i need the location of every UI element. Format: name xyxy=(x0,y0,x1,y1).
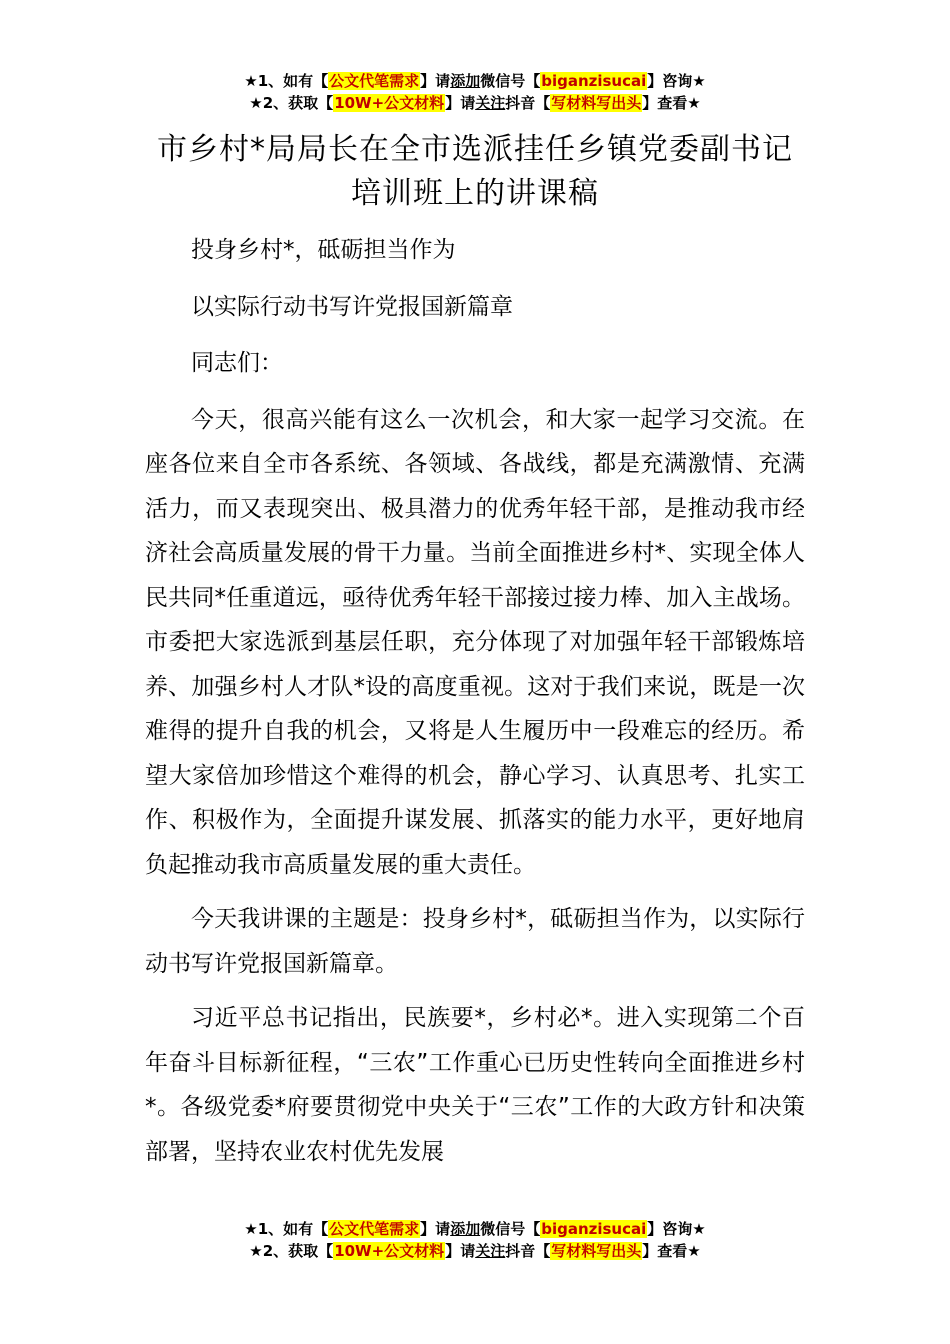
banner-text: ★1、如有【 xyxy=(244,1220,329,1238)
paragraph-2: 今天我讲课的主题是：投身乡村*，砥砺担当作为，以实际行动书写许党报国新篇章。 xyxy=(145,906,805,977)
banner-text: 】查看★ xyxy=(642,94,701,112)
banner-text: ★2、获取【 xyxy=(249,94,334,112)
banner-line-2 xyxy=(0,92,950,114)
document-body xyxy=(145,128,805,1184)
highlight-douyin: 写材料写出头 xyxy=(551,94,642,112)
underlined-text: 关注 xyxy=(475,1242,506,1260)
underlined-text: 添加 xyxy=(450,1220,481,1238)
banner-text: ★2、获取【 xyxy=(249,1242,334,1260)
banner-text: ★1、如有【 xyxy=(244,72,329,90)
banner-text: 】请 xyxy=(445,94,476,112)
highlight-materials: 10W+公文材料 xyxy=(334,94,445,112)
banner-text: 】请 xyxy=(420,72,451,90)
footer-banner xyxy=(0,1218,950,1262)
banner-text: 】请 xyxy=(445,1242,476,1260)
highlight-wechat-id: biganzisucai xyxy=(541,1220,647,1238)
document-title: 市乡村*局局长在全市选派挂任乡镇党委副书记培训班上的讲课稿 xyxy=(157,132,793,211)
banner-line-2 xyxy=(0,1240,950,1262)
underlined-text: 添加 xyxy=(450,72,481,90)
paragraph-1: 今天，很高兴能有这么一次机会，和大家一起学习交流。在座各位来自全市各系统、各领域、各战线，都是充满激情、充满活力，而又表现突出、极具潜力的优秀年轻干部，是推动我市经济社会高质量发展的骨干力量。当前全面推进乡村*、实现全体人民共同*任重道远，亟待优秀年轻干部接过接力棒、加入主战场。市委把大家选派到基层任职，充分体现了对加强年轻干部锻炼培养、加强乡村人才队*设的高度重视。这对于我们来说，既是一次难得的提升自我的机会，又将是人生履历中一段难忘的经历。希望大家倍加珍惜这个难得的机会，静心学习、认真思考、扎实工作、积极作为，全面提升谋发展、抓落实的能力水平，更好地肩负起推动我市高质量发展的重大责任。 xyxy=(145,406,805,878)
banner-line-1 xyxy=(0,1218,950,1240)
banner-text: 】咨询★ xyxy=(647,1220,706,1238)
banner-text: 】咨询★ xyxy=(647,72,706,90)
paragraph-3: 习近平总书记指出，民族要*，乡村必*。进入实现第二个百年奋斗目标新征程，“三农”工作重心已历史性转向全面推进乡村*。各级党委*府要贯彻党中央关于“三农”工作的大政方针和决策部署，坚持农业农村优先发展 xyxy=(145,1005,805,1165)
banner-text: 抖音【 xyxy=(505,94,551,112)
header-banner xyxy=(0,70,950,114)
banner-text: 】查看★ xyxy=(642,1242,701,1260)
highlight-douyin: 写材料写出头 xyxy=(551,1242,642,1260)
banner-text: 微信号【 xyxy=(480,1220,541,1238)
underlined-text: 关注 xyxy=(475,94,506,112)
highlight-service: 公文代笔需求 xyxy=(329,72,420,90)
banner-text: 抖音【 xyxy=(505,1242,551,1260)
greeting: 同志们： xyxy=(191,350,283,376)
highlight-materials: 10W+公文材料 xyxy=(334,1242,445,1260)
subtitle-2: 以实际行动书写许党报国新篇章 xyxy=(191,293,513,320)
subtitle-1: 投身乡村*，砥砺担当作为 xyxy=(191,237,456,263)
banner-line-1 xyxy=(0,70,950,92)
banner-text: 】请 xyxy=(420,1220,451,1238)
highlight-wechat-id: biganzisucai xyxy=(541,72,647,90)
banner-text: 微信号【 xyxy=(480,72,541,90)
highlight-service: 公文代笔需求 xyxy=(329,1220,420,1238)
